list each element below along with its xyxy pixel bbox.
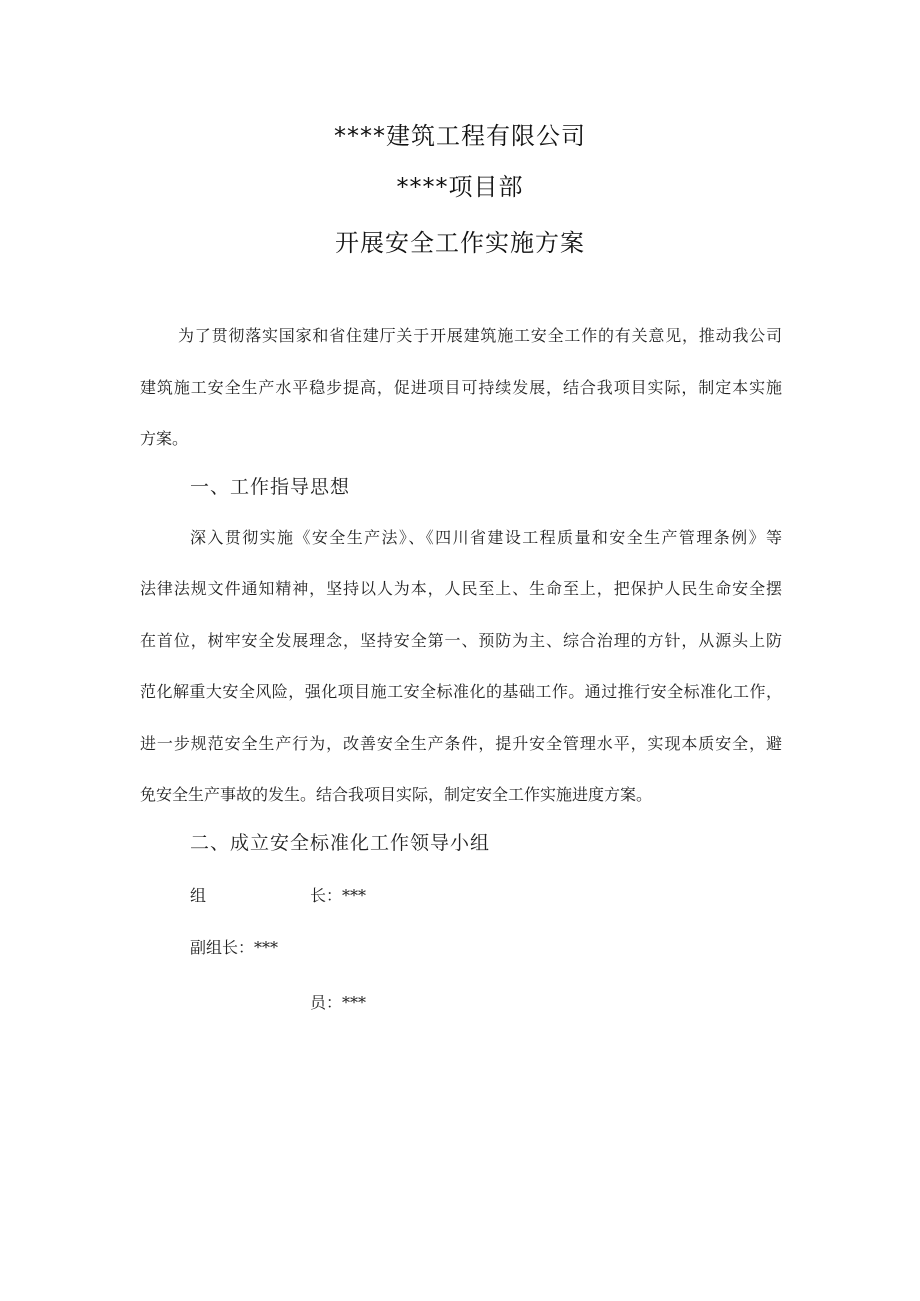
leader-entry: 长：*** [310,886,367,905]
section-line: 法律法规文件通知精神，坚持以人为本，人民至上、生命至上，把保护人民生命安全摆 [140,579,782,598]
section-line: 在首位，树牢安全发展理念，坚持安全第一、预防为主、综合治理的方针，从源头上防 [140,631,782,650]
section-heading: 一、工作指导思想 [190,476,351,498]
department-name: ****项目部 [396,173,524,201]
section-heading: 二、成立安全标准化工作领导小组 [190,832,491,854]
company-name: ****建筑工程有限公司 [334,122,586,150]
deputy-leader-entry: 副组长：*** [190,938,279,957]
section-line: 深入贯彻实施《安全生产法》、《四川省建设工程质量和安全生产管理条例》等 [190,528,782,547]
member-entry: 员：*** [310,993,367,1012]
intro-line: 为了贯彻落实国家和省住建厅关于开展建筑施工安全工作的有关意见，推动我公司 [178,326,782,345]
section-line: 进一步规范安全生产行为，改善安全生产条件，提升安全管理水平，实现本质安全，避 [140,734,782,753]
leader-label-start: 组 [190,886,207,905]
document-title: 开展安全工作实施方案 [335,229,585,257]
section-line: 范化解重大安全风险，强化项目施工安全标准化的基础工作。通过推行安全标准化工作， [140,682,782,701]
intro-line: 方案。 [140,429,189,448]
section-line: 免安全生产事故的发生。结合我项目实际，制定安全工作实施进度方案。 [140,785,653,804]
intro-line: 建筑施工安全生产水平稳步提高，促进项目可持续发展，结合我项目实际，制定本实施 [140,378,782,397]
